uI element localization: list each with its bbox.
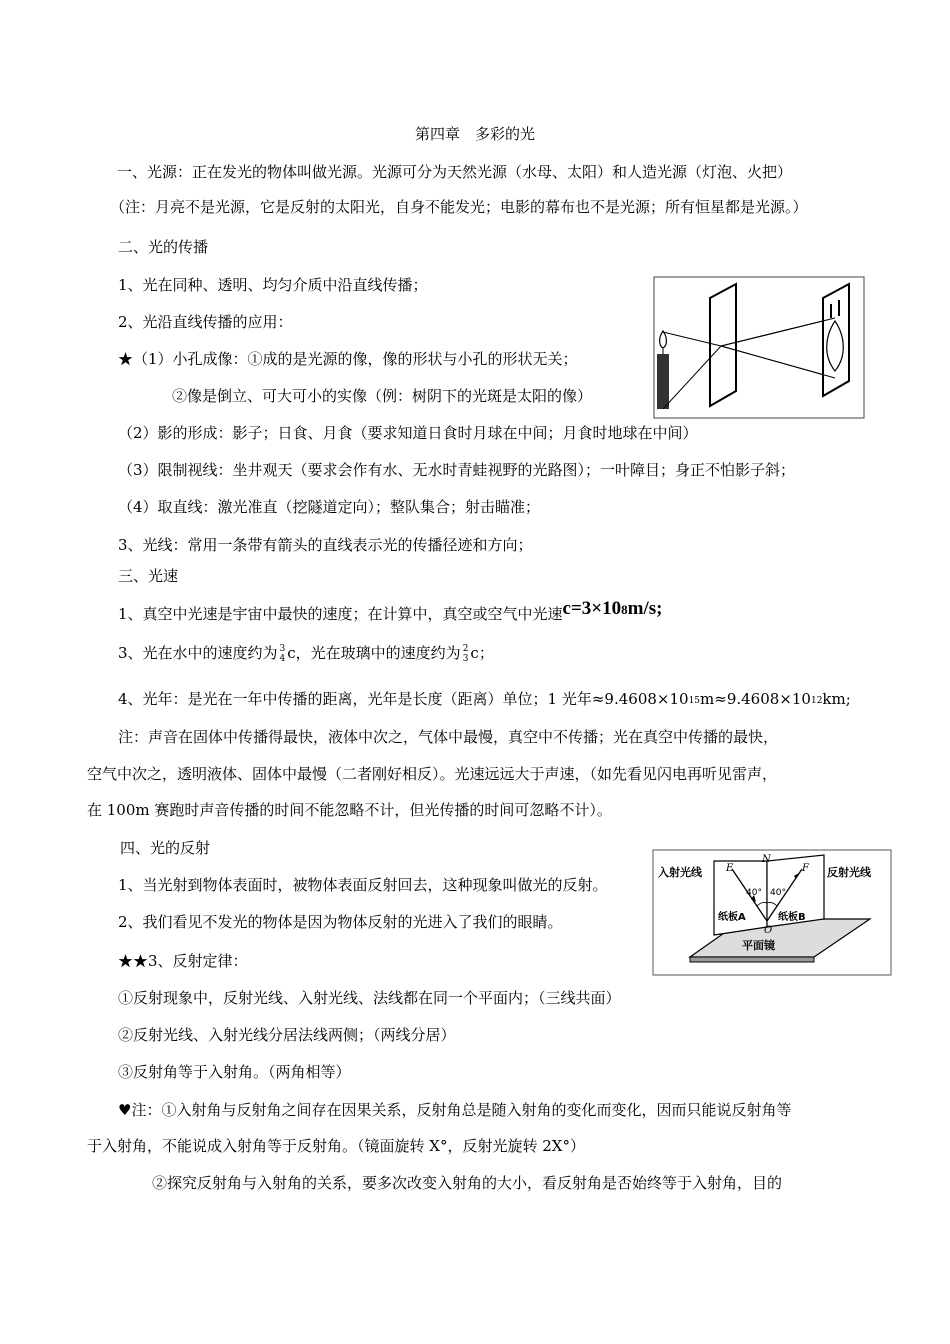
board-a-label: 纸板A xyxy=(718,912,746,923)
pinhole-line2: ②像是倒立、可大可小的实像（例：树阴下的光斑是太阳的像） xyxy=(172,387,593,405)
section1-line1: 一、光源：正在发光的物体叫做光源。光源可分为天然光源（水母、太阳）和人造光源（灯泡、火把） xyxy=(117,163,793,181)
board-b-label: 纸板B xyxy=(778,912,806,923)
water-glass-speed-line: 3、光在水中的速度约为 3 4 c，光在玻璃中的速度约为 2 3 c； xyxy=(118,644,494,664)
section2-item3: 3、光线：常用一条带有箭头的直线表示光的传播径迹和方向； xyxy=(118,536,533,554)
incident-ray-label: 入射光线 xyxy=(658,866,702,879)
fraction-three-quarters: 3 4 xyxy=(279,644,286,664)
reflection-note-line3: ②探究反射角与入射角的关系，要多次改变入射角的大小，看反射角是否始终等于入射角，目的 xyxy=(152,1174,783,1192)
reflection-law3: ③反射角等于入射角。（两角相等） xyxy=(118,1063,351,1081)
section4-item3: ★★3、反射定律： xyxy=(118,952,248,970)
fraction-two-thirds: 2 3 xyxy=(462,644,469,664)
label-e: E xyxy=(726,863,734,874)
angle-incident-label: 40° xyxy=(746,888,762,898)
section2-item2: 2、光沿直线传播的应用： xyxy=(118,313,293,331)
section2-item1: 1、光在同种、透明、均匀介质中沿直线传播； xyxy=(118,276,428,294)
label-n: N xyxy=(762,854,771,865)
reflection-law1: ①反射现象中，反射光线、入射光线、法线都在同一个平面内；（三线共面） xyxy=(118,989,621,1007)
candle-flame-icon xyxy=(660,331,667,348)
shadow-line: （2）影的形成：影子；日食、月食（要求知道日食时月球在中间；月食时地球在中间） xyxy=(118,424,698,442)
reflected-ray-label: 反射光线 xyxy=(827,866,871,879)
angle-reflected-label: 40° xyxy=(770,888,786,898)
straight-line-use: （4）取直线：激光准直（挖隧道定向）；整队集合；射击瞄准； xyxy=(118,498,541,516)
pinhole-figure xyxy=(653,276,865,419)
light-speed-text: 1、真空中光速是宇宙中最快的速度；在计算中，真空或空气中光速 xyxy=(118,605,563,623)
light-year-line: 4、光年：是光在一年中传播的距离，光年是长度（距离）单位；1 光年≈9.4608×1015m≈9.4608×1012km; xyxy=(118,690,851,708)
label-o: O xyxy=(764,925,773,936)
section1-line2: （注：月亮不是光源，它是反射的太阳光，自身不能发光；电影的幕布也不是光源；所有恒星都是光源。） xyxy=(110,198,808,216)
pinhole-line1: ★（1）小孔成像：①成的是光源的像，像的形状与小孔的形状无关； xyxy=(118,350,578,368)
mirror-label: 平面镜 xyxy=(742,939,775,952)
limited-view-line: （3）限制视线：坐井观天（要求会作有水、无水时青蛙视野的光路图）；一叶障目；身正不怕影子斜； xyxy=(118,461,796,479)
speed-note-line1: 注：声音在固体中传播得最快，液体中次之，气体中最慢，真空中不传播；光在真空中传播的最快， xyxy=(118,728,779,746)
light-speed-line xyxy=(118,598,663,625)
label-f: F xyxy=(802,863,809,874)
speed-note-line2: 空气中次之，透明液体、固体中最慢（二者刚好相反）。光速远远大于声速，（如先看见闪电再听见雷声， xyxy=(87,765,778,783)
light-speed-formula: c=3×108m/s; xyxy=(562,598,663,619)
page-title: 第四章 多彩的光 xyxy=(414,125,535,143)
section4-item1: 1、当光射到物体表面时，被物体表面反射回去，这种现象叫做光的反射。 xyxy=(118,876,608,894)
section4-heading: 四、光的反射 xyxy=(120,839,211,857)
reflection-figure xyxy=(652,849,892,976)
speed-note-line3: 在 100m 赛跑时声音传播的时间不能忽略不计，但光传播的时间可忽略不计）。 xyxy=(87,801,612,819)
section3-heading: 三、光速 xyxy=(118,567,179,585)
reflection-law2: ②反射光线、入射光线分居法线两侧；（两线分居） xyxy=(118,1026,456,1044)
reflection-note-line1: ♥注：①入射角与反射角之间存在因果关系，反射角总是随入射角的变化而变化，因而只能说反射角等 xyxy=(118,1101,792,1119)
section2-heading: 二、光的传播 xyxy=(118,238,209,256)
candle-body-icon xyxy=(657,354,669,409)
reflection-note-line2: 于入射角，不能说成入射角等于反射角。（镜面旋转 X°，反射光旋转 2X°） xyxy=(87,1137,585,1155)
section4-item2: 2、我们看见不发光的物体是因为物体反射的光进入了我们的眼睛。 xyxy=(118,913,563,931)
